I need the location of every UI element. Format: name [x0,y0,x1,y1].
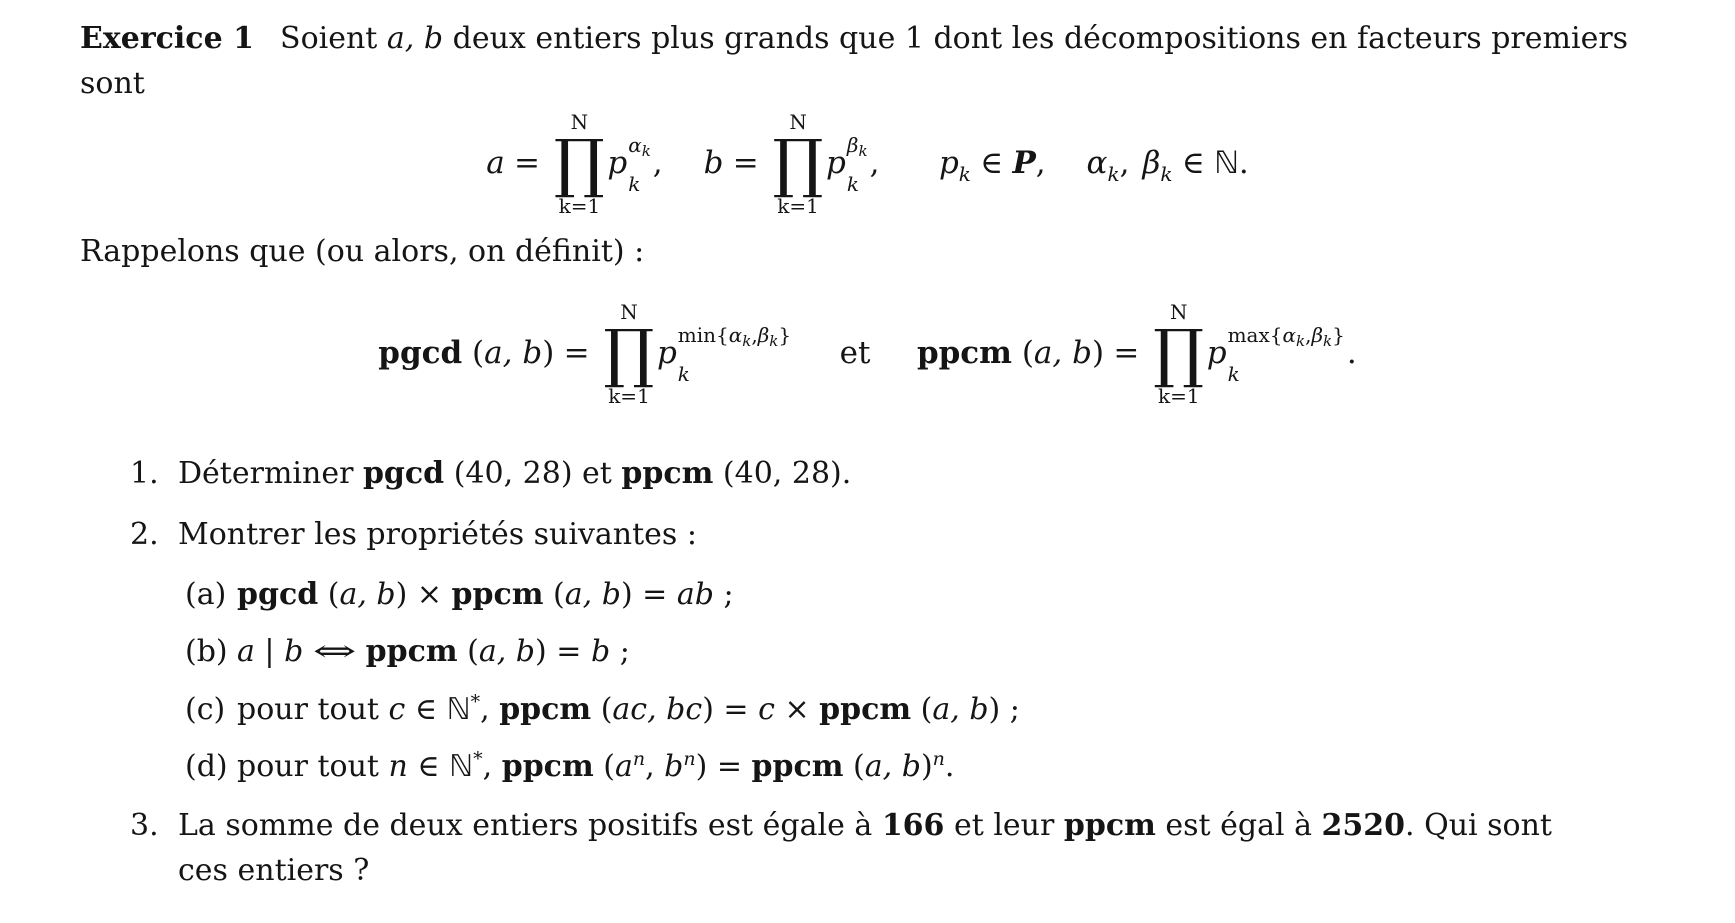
formula-decompositions [80,110,1655,219]
product-lower-limit: k=1 [558,193,601,218]
ppcm-function: ppcm [751,749,844,785]
item-3-text-5: ces entiers ? [178,852,370,888]
alpha-index-k: k [1295,331,1306,350]
open-paren: ( [543,576,565,612]
open-paren: ( [462,334,485,371]
item-1-text: Déterminer [178,455,363,491]
scripts-min [677,322,792,386]
exponent-n: n [683,748,696,771]
beta: β [1311,322,1323,347]
question-list [80,451,1655,893]
sub-item-c [80,688,1655,732]
product-lower-limit: k=1 [1157,383,1200,408]
ppcm-function: ppcm [1063,807,1156,843]
product-upper-limit: N [620,299,638,324]
ppcm-function: ppcm [451,576,544,612]
ppcm-value: 2520 [1321,807,1406,843]
intro-paragraph [80,16,1655,106]
product-operator [773,110,824,219]
ppcm-function: ppcm [916,334,1012,371]
product-symbol: ∏ [772,127,824,201]
subscript-k: k [1107,161,1120,186]
beta-index-k: k [769,331,779,350]
scripts-beta-k [846,132,868,196]
times-sign: ) × [395,576,452,612]
sub-item-a-body [237,573,734,617]
args-ab: a, b [932,691,989,727]
pour-tout-text: pour tout [237,691,389,727]
min-open: min{ [677,322,729,347]
pour-tout-text: pour tout [237,749,389,785]
args-ab: a, b [339,576,396,612]
max-open: max{ [1227,322,1283,347]
close-equals: ) = [535,634,591,670]
pgcd-function: pgcd [378,334,463,371]
variable-b: b [664,749,684,785]
et-word: et [839,334,871,371]
comma: , [869,144,880,181]
intro-text-3: sont [80,66,145,101]
subscript-k: k [846,171,860,196]
superscript-alpha-k [628,132,651,160]
ppcm-function: ppcm [499,691,592,727]
subscript-k: k [1160,161,1173,186]
variable-b: b [590,634,611,670]
alpha: α [628,132,642,157]
recall-paragraph: Rappelons que (ou alors, on définit) : [80,233,645,269]
args-ab: a, b [1033,334,1092,371]
variable-c: c [388,691,406,727]
item-1-number: 1. [130,455,159,491]
equals-sign: = [514,144,540,181]
sub-item-d-label: (d) [185,749,228,785]
alpha-index-k: k [641,141,651,160]
sub-item-a [80,573,1655,617]
properties-sublist [80,573,1655,789]
variable-n: n [388,749,408,785]
beta-index-k: k [1323,331,1333,350]
open-paren: ( [591,691,613,727]
sub-item-b-label: (b) [185,634,228,670]
superscript-beta-k [846,132,868,160]
period: . [944,749,955,785]
item-3-text-3: est égal à [1155,807,1322,843]
intro-text-2: deux entiers plus grands que 1 dont les décompositions en facteurs premiers [443,21,1629,56]
item-2-body: Montrer les propriétés suivantes : [178,516,697,552]
variable-p: p [938,144,959,181]
open-paren: ( [1011,334,1034,371]
comma: , [645,749,665,785]
sub-item-b-body [237,630,630,674]
comma: , [1119,144,1130,181]
args-ab: a, b [484,334,543,371]
sub-item-d [80,745,1655,789]
natural-numbers-symbol: ℕ [449,749,474,785]
variable-c: c [758,691,775,727]
item-3-text-1: La somme de deux entiers positifs est égale à [178,807,882,843]
brace-close: } [1332,322,1345,347]
formula-pgcd-ppcm [80,300,1655,409]
element-of-sign: ∈ [980,144,1004,181]
product-upper-limit: N [570,110,589,134]
element-of-sign: ∈ [407,749,450,785]
period: . [1238,144,1249,181]
list-item-3 [80,803,1655,893]
superscript-min [677,322,792,350]
alpha: α [728,322,743,347]
close-equals: ) = [702,691,759,727]
sub-item-c-label: (c) [185,691,226,727]
comma: , [482,749,502,785]
variable-p: p [656,334,677,371]
open-paren: ( [593,749,615,785]
alpha-index-k: k [742,331,752,350]
variable-a: a [614,749,633,785]
open-paren: ( [318,576,340,612]
variable-b: b [284,634,304,670]
sub-item-b [80,630,1655,674]
item-3-body [178,803,1655,893]
beta: β [846,132,859,157]
variable-p: p [607,144,628,181]
close-paren: ) [920,749,933,785]
comma: , [1305,322,1312,347]
beta: β [1142,144,1161,181]
product-operator [604,300,655,409]
close-equals: ) = [620,576,677,612]
formula-pgcd-ppcm-row [378,299,1357,408]
args-acbc: ac, bc [612,691,703,727]
element-of-sign: ∈ [405,691,447,727]
element-of-sign: ∈ [1181,144,1205,181]
superscript-max [1227,322,1345,350]
times-sign: × [774,691,820,727]
list-item-2 [80,512,1655,557]
exercise-label: Exercice 1 [80,21,254,56]
close-paren: ) [542,334,555,371]
exponent-n: n [932,748,945,771]
product-ab: ab [676,576,714,612]
equals-sign: = [732,144,759,181]
product-symbol: ∏ [603,316,655,391]
semicolon: ; [610,634,630,670]
variable-a: a [237,634,255,670]
ppcm-function: ppcm [365,634,458,670]
item-1-body [178,451,1655,496]
ppcm-function: ppcm [819,691,912,727]
star-superscript: * [473,748,483,771]
sub-item-d-body [237,745,954,789]
variable-p: p [1206,334,1227,371]
sub-item-a-label: (a) [185,576,227,612]
scripts-alpha-k [628,132,651,196]
product-upper-limit: N [789,110,807,134]
equals-sign: = [1113,334,1140,371]
equals-sign: = [563,334,590,371]
sum-value: 166 [881,807,945,843]
subscript-k: k [677,361,690,386]
subscript-k: k [958,161,971,186]
scripts-max [1227,322,1345,386]
math-vars-ab: a, b [386,21,444,56]
product-operator [1153,300,1204,409]
ppcm-function: ppcm [501,749,594,785]
item-3-text-2: et leur [944,807,1064,843]
exponent-n: n [632,748,646,771]
product-upper-limit: N [1170,299,1188,324]
pgcd-function: pgcd [362,455,445,491]
beta-index-k: k [858,141,868,160]
star-superscript: * [470,690,481,713]
close-semicolon: ) ; [988,691,1020,727]
item-3-number: 3. [130,807,159,843]
product-lower-limit: k=1 [777,193,819,218]
variable-b: b [703,144,724,181]
natural-numbers-symbol: ℕ [446,691,471,727]
args-ab: a, b [564,576,621,612]
list-item-1 [80,451,1655,496]
semicolon: ; [713,576,734,612]
sub-item-c-body [237,688,1020,732]
comma: , [480,691,500,727]
product-lower-limit: k=1 [608,383,650,408]
alpha: α [1086,144,1108,181]
comma: , [1035,144,1046,181]
iff-arrow: ⇔ [312,634,357,670]
product-symbol: ∏ [1153,316,1205,391]
product-symbol: ∏ [553,127,605,201]
subscript-k: k [1227,361,1240,386]
alpha: α [1282,322,1296,347]
subscript-k: k [628,171,641,196]
period: . [1346,334,1357,371]
item-1-args-2: (40, 28). [713,455,852,491]
item-2-number: 2. [130,516,159,552]
open-paren: ( [843,749,865,785]
args-ab: a, b [864,749,921,785]
variable-p: p [826,144,846,181]
comma: , [751,322,758,347]
close-equals: ) = [695,749,752,785]
set-of-primes-symbol: P [1012,144,1036,181]
pgcd-function: pgcd [237,576,319,612]
args-ab: a, b [478,634,536,670]
formula-decompositions-row [486,110,1249,218]
divides-bar: | [254,634,285,670]
natural-numbers-symbol: ℕ [1214,144,1239,181]
ppcm-function: ppcm [621,455,714,491]
item-3-text-4: . Qui sont [1405,807,1552,843]
variable-a: a [486,144,505,181]
open-paren: ( [911,691,933,727]
item-1-args-1: (40, 28) et [444,455,622,491]
beta: β [757,322,770,347]
comma: , [652,144,663,181]
brace-close: } [778,322,792,347]
open-paren: ( [457,634,479,670]
intro-text-1: Soient [270,21,387,56]
product-operator [554,110,605,219]
close-paren: ) [1091,334,1105,371]
